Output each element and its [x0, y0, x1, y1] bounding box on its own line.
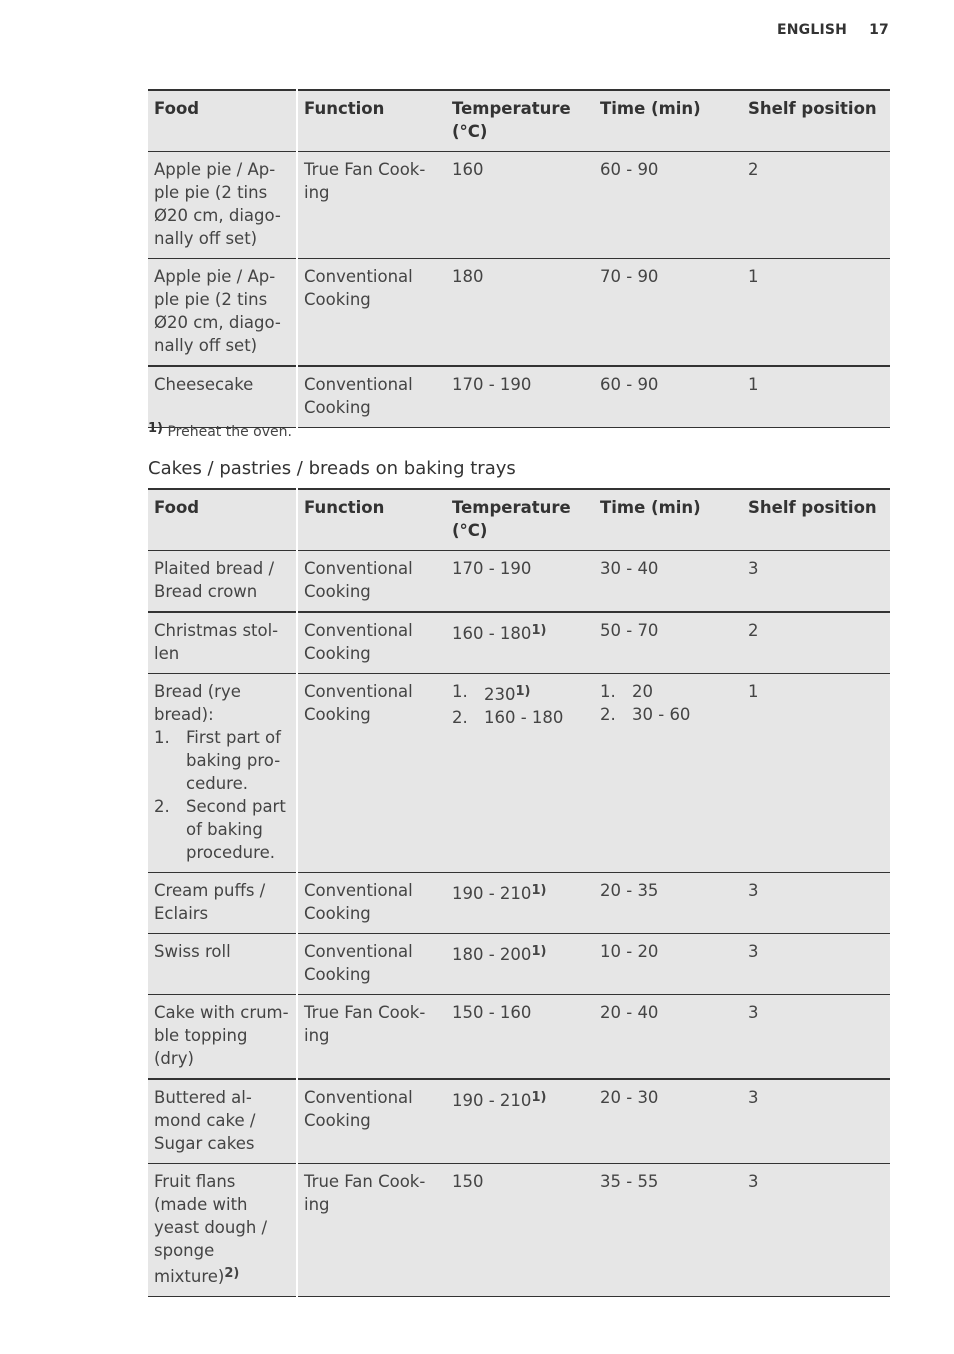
temperature-cell	[446, 674, 594, 873]
col-food-header: Food	[148, 90, 297, 152]
footnote-text: Preheat the oven.	[167, 424, 292, 440]
step-number: 1.	[600, 682, 616, 701]
shelf-cell: 1	[742, 674, 890, 873]
time-cell: 10 - 20	[594, 934, 742, 995]
step-text: 20	[632, 682, 653, 701]
food-title: Bread (rye bread):	[154, 682, 241, 724]
time-cell	[594, 674, 742, 873]
col-function-header: Function	[297, 489, 446, 551]
col-shelf-header: Shelf position	[742, 90, 890, 152]
col-temperature-header: Temperature (°C)	[446, 90, 594, 152]
temperature-cell	[446, 612, 594, 674]
list-item	[452, 680, 588, 706]
time-steps-list	[600, 680, 736, 726]
temperature-cell: 150 - 160	[446, 995, 594, 1080]
temp-steps-list	[452, 680, 588, 729]
col-temperature-header: Temperature (°C)	[446, 489, 594, 551]
function-cell: Conventional Cooking	[297, 934, 446, 995]
table-row	[148, 152, 890, 259]
table-row	[148, 551, 890, 613]
baking-table-1	[148, 89, 890, 428]
table-row	[148, 612, 890, 674]
time-cell: 20 - 30	[594, 1079, 742, 1164]
footnote-ref: 1)	[531, 883, 547, 898]
temperature-value: 190 - 210	[452, 1091, 532, 1110]
table-row	[148, 366, 890, 428]
temperature-cell: 170 - 190	[446, 551, 594, 613]
shelf-cell: 3	[742, 1079, 890, 1164]
shelf-cell: 3	[742, 934, 890, 995]
function-cell: True Fan Cook-ing	[297, 1164, 446, 1297]
list-item	[452, 706, 588, 729]
temperature-value: 160 - 180	[452, 624, 532, 643]
function-cell: Conventional Cooking	[297, 551, 446, 613]
time-cell: 50 - 70	[594, 612, 742, 674]
footnote-ref: 1)	[531, 1090, 547, 1105]
table-row	[148, 995, 890, 1080]
function-cell: Conventional Cooking	[297, 366, 446, 428]
shelf-cell: 1	[742, 259, 890, 367]
function-cell: Conventional Cooking	[297, 612, 446, 674]
step-text: Second part of baking procedure.	[186, 797, 286, 862]
col-time-header: Time (min)	[594, 90, 742, 152]
temperature-cell: 170 - 190	[446, 366, 594, 428]
shelf-cell: 3	[742, 873, 890, 934]
temperature-cell: 150	[446, 1164, 594, 1297]
table-row	[148, 873, 890, 934]
footnote-ref: 2)	[224, 1266, 240, 1281]
time-cell: 60 - 90	[594, 152, 742, 259]
function-cell: Conventional Cooking	[297, 259, 446, 367]
footnote-ref: 1)	[531, 944, 547, 959]
list-item	[154, 795, 290, 864]
table-row	[148, 674, 890, 873]
food-cell: Plaited bread / Bread crown	[148, 551, 297, 613]
temperature-cell: 180	[446, 259, 594, 367]
footnote	[148, 421, 890, 440]
food-cell: Christmas stol-len	[148, 612, 297, 674]
list-item	[600, 680, 736, 703]
time-cell: 60 - 90	[594, 366, 742, 428]
time-cell: 20 - 35	[594, 873, 742, 934]
table-row	[148, 259, 890, 367]
baking-table-2	[148, 488, 890, 1297]
col-time-header: Time (min)	[594, 489, 742, 551]
temperature-cell	[446, 934, 594, 995]
step-text: 230	[484, 685, 516, 704]
food-cell	[148, 1164, 297, 1297]
step-number: 2.	[452, 708, 468, 727]
page-number: 17	[869, 22, 889, 38]
footnote-ref: 1)	[531, 623, 547, 638]
step-number: 2.	[600, 705, 616, 724]
temperature-cell	[446, 873, 594, 934]
food-steps-list	[154, 726, 290, 864]
table-row	[148, 1164, 890, 1297]
table-header-row	[148, 90, 890, 152]
function-cell: True Fan Cook-ing	[297, 995, 446, 1080]
table-row	[148, 1079, 890, 1164]
shelf-cell: 3	[742, 995, 890, 1080]
page-header	[777, 22, 889, 38]
time-cell: 30 - 40	[594, 551, 742, 613]
food-cell: Cake with crum-ble topping (dry)	[148, 995, 297, 1080]
food-cell: Cream puffs / Eclairs	[148, 873, 297, 934]
footnote-ref: 1)	[515, 684, 531, 699]
list-item	[600, 703, 736, 726]
function-cell: True Fan Cook-ing	[297, 152, 446, 259]
step-text: 30 - 60	[632, 705, 691, 724]
time-cell: 35 - 55	[594, 1164, 742, 1297]
shelf-cell: 1	[742, 366, 890, 428]
temperature-value: 190 - 210	[452, 884, 532, 903]
food-cell	[148, 674, 297, 873]
food-cell: Apple pie / Ap-ple pie (2 tins Ø20 cm, diago-nally off set)	[148, 152, 297, 259]
shelf-cell: 2	[742, 152, 890, 259]
temperature-cell: 160	[446, 152, 594, 259]
footnote-marker: 1)	[148, 421, 163, 436]
function-cell: Conventional Cooking	[297, 674, 446, 873]
temperature-value: 180 - 200	[452, 945, 532, 964]
function-cell: Conventional Cooking	[297, 873, 446, 934]
food-cell: Buttered al-mond cake / Sugar cakes	[148, 1079, 297, 1164]
table-header-row	[148, 489, 890, 551]
time-cell: 20 - 40	[594, 995, 742, 1080]
function-cell: Conventional Cooking	[297, 1079, 446, 1164]
language-label: ENGLISH	[777, 22, 848, 38]
step-number: 2.	[154, 797, 170, 816]
shelf-cell: 3	[742, 551, 890, 613]
temperature-cell	[446, 1079, 594, 1164]
shelf-cell: 3	[742, 1164, 890, 1297]
shelf-cell: 2	[742, 612, 890, 674]
col-shelf-header: Shelf position	[742, 489, 890, 551]
section-title: Cakes / pastries / breads on baking trays	[148, 458, 516, 479]
col-food-header: Food	[148, 489, 297, 551]
time-cell: 70 - 90	[594, 259, 742, 367]
step-number: 1.	[154, 728, 170, 747]
list-item	[154, 726, 290, 795]
step-text: First part of baking pro-cedure.	[186, 728, 281, 793]
food-cell: Cheesecake	[148, 366, 297, 428]
food-cell: Apple pie / Ap-ple pie (2 tins Ø20 cm, diago-nally off set)	[148, 259, 297, 367]
table-row	[148, 934, 890, 995]
food-text: Fruit flans (made with yeast dough / sponge mixture)	[154, 1172, 268, 1286]
step-number: 1.	[452, 682, 468, 701]
col-function-header: Function	[297, 90, 446, 152]
food-cell: Swiss roll	[148, 934, 297, 995]
step-text: 160 - 180	[484, 708, 564, 727]
